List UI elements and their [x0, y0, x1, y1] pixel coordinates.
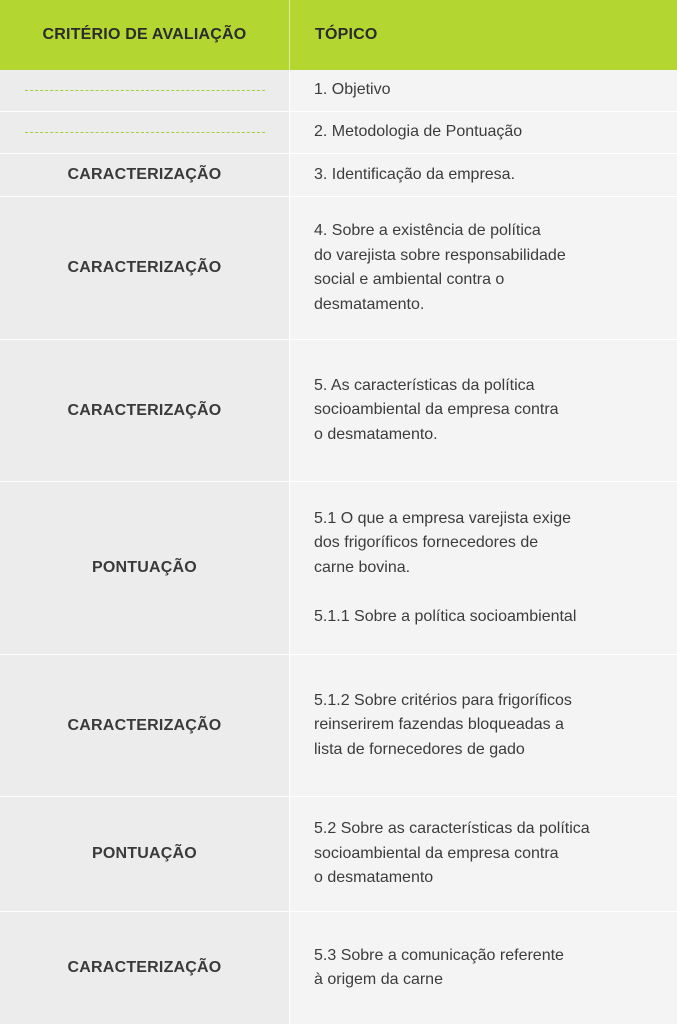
topic-cell: [290, 797, 677, 911]
topic-cell: [290, 70, 677, 111]
criterion-cell: [0, 482, 290, 654]
topic-cell: [290, 154, 677, 196]
header-criterion-cell: [0, 0, 290, 70]
table-row: [0, 482, 677, 655]
topic-cell: [290, 912, 677, 1024]
criterion-text: CARACTERIZAÇÃO: [67, 959, 222, 976]
criterion-text: PONTUAÇÃO: [92, 845, 197, 862]
table-header: [0, 0, 677, 70]
criterion-cell: [0, 797, 290, 911]
topic-text: 5.2 Sobre as características da política socioambiental da empresa contra o desmatamento: [314, 820, 590, 887]
table-row: [0, 112, 677, 154]
topic-text: 5. As características da política socioambiental da empresa contra o desmatamento.: [314, 376, 559, 443]
table-row: [0, 70, 677, 112]
table-row: [0, 340, 677, 482]
topic-text: 5.1.2 Sobre critérios para frigoríficos reinserirem fazendas bloqueadas a lista de fornecedores de gado: [314, 691, 572, 758]
table-row: [0, 154, 677, 197]
table-row: [0, 197, 677, 340]
table-row: [0, 655, 677, 797]
criterion-cell: [0, 340, 290, 481]
table-row: [0, 912, 677, 1024]
dashed-placeholder-line: [25, 132, 265, 133]
topic-text: 3. Identificação da empresa.: [314, 165, 516, 183]
criterion-cell: [0, 912, 290, 1024]
topic-text: 4. Sobre a existência de política do varejista sobre responsabilidade social e ambiental contra o desmatamento.: [314, 222, 566, 313]
header-topic-cell: [290, 0, 677, 70]
criterion-text: CARACTERIZAÇÃO: [67, 716, 222, 734]
header-criterion-label: CRITÉRIO DE AVALIAÇÃO: [42, 26, 247, 43]
criterion-cell: [0, 154, 290, 196]
criterion-cell: [0, 112, 290, 153]
criterion-text: PONTUAÇÃO: [92, 559, 197, 576]
topic-text: 5.3 Sobre a comunicação referente à origem da carne: [314, 946, 564, 988]
criterion-cell: [0, 70, 290, 111]
topic-cell: [290, 482, 677, 654]
criterion-text: CARACTERIZAÇÃO: [67, 259, 222, 276]
criterion-cell: [0, 655, 290, 796]
topic-cell: [290, 340, 677, 481]
topic-cell: [290, 112, 677, 153]
criterion-text: CARACTERIZAÇÃO: [67, 166, 222, 183]
topic-text: 5.1 O que a empresa varejista exige dos frigoríficos fornecedores de carne bovina. 5.1.1 Sobre a política socioambiental: [314, 509, 577, 625]
topic-cell: [290, 655, 677, 796]
dashed-placeholder-line: [25, 90, 265, 91]
topic-text: 2. Metodologia de Pontuação: [314, 123, 523, 141]
criterion-text: CARACTERIZAÇÃO: [67, 401, 222, 419]
header-topic-label: TÓPICO: [315, 26, 378, 43]
table-row: [0, 797, 677, 912]
topic-text: 1. Objetivo: [314, 81, 391, 99]
topic-cell: [290, 197, 677, 339]
criterion-cell: [0, 197, 290, 339]
